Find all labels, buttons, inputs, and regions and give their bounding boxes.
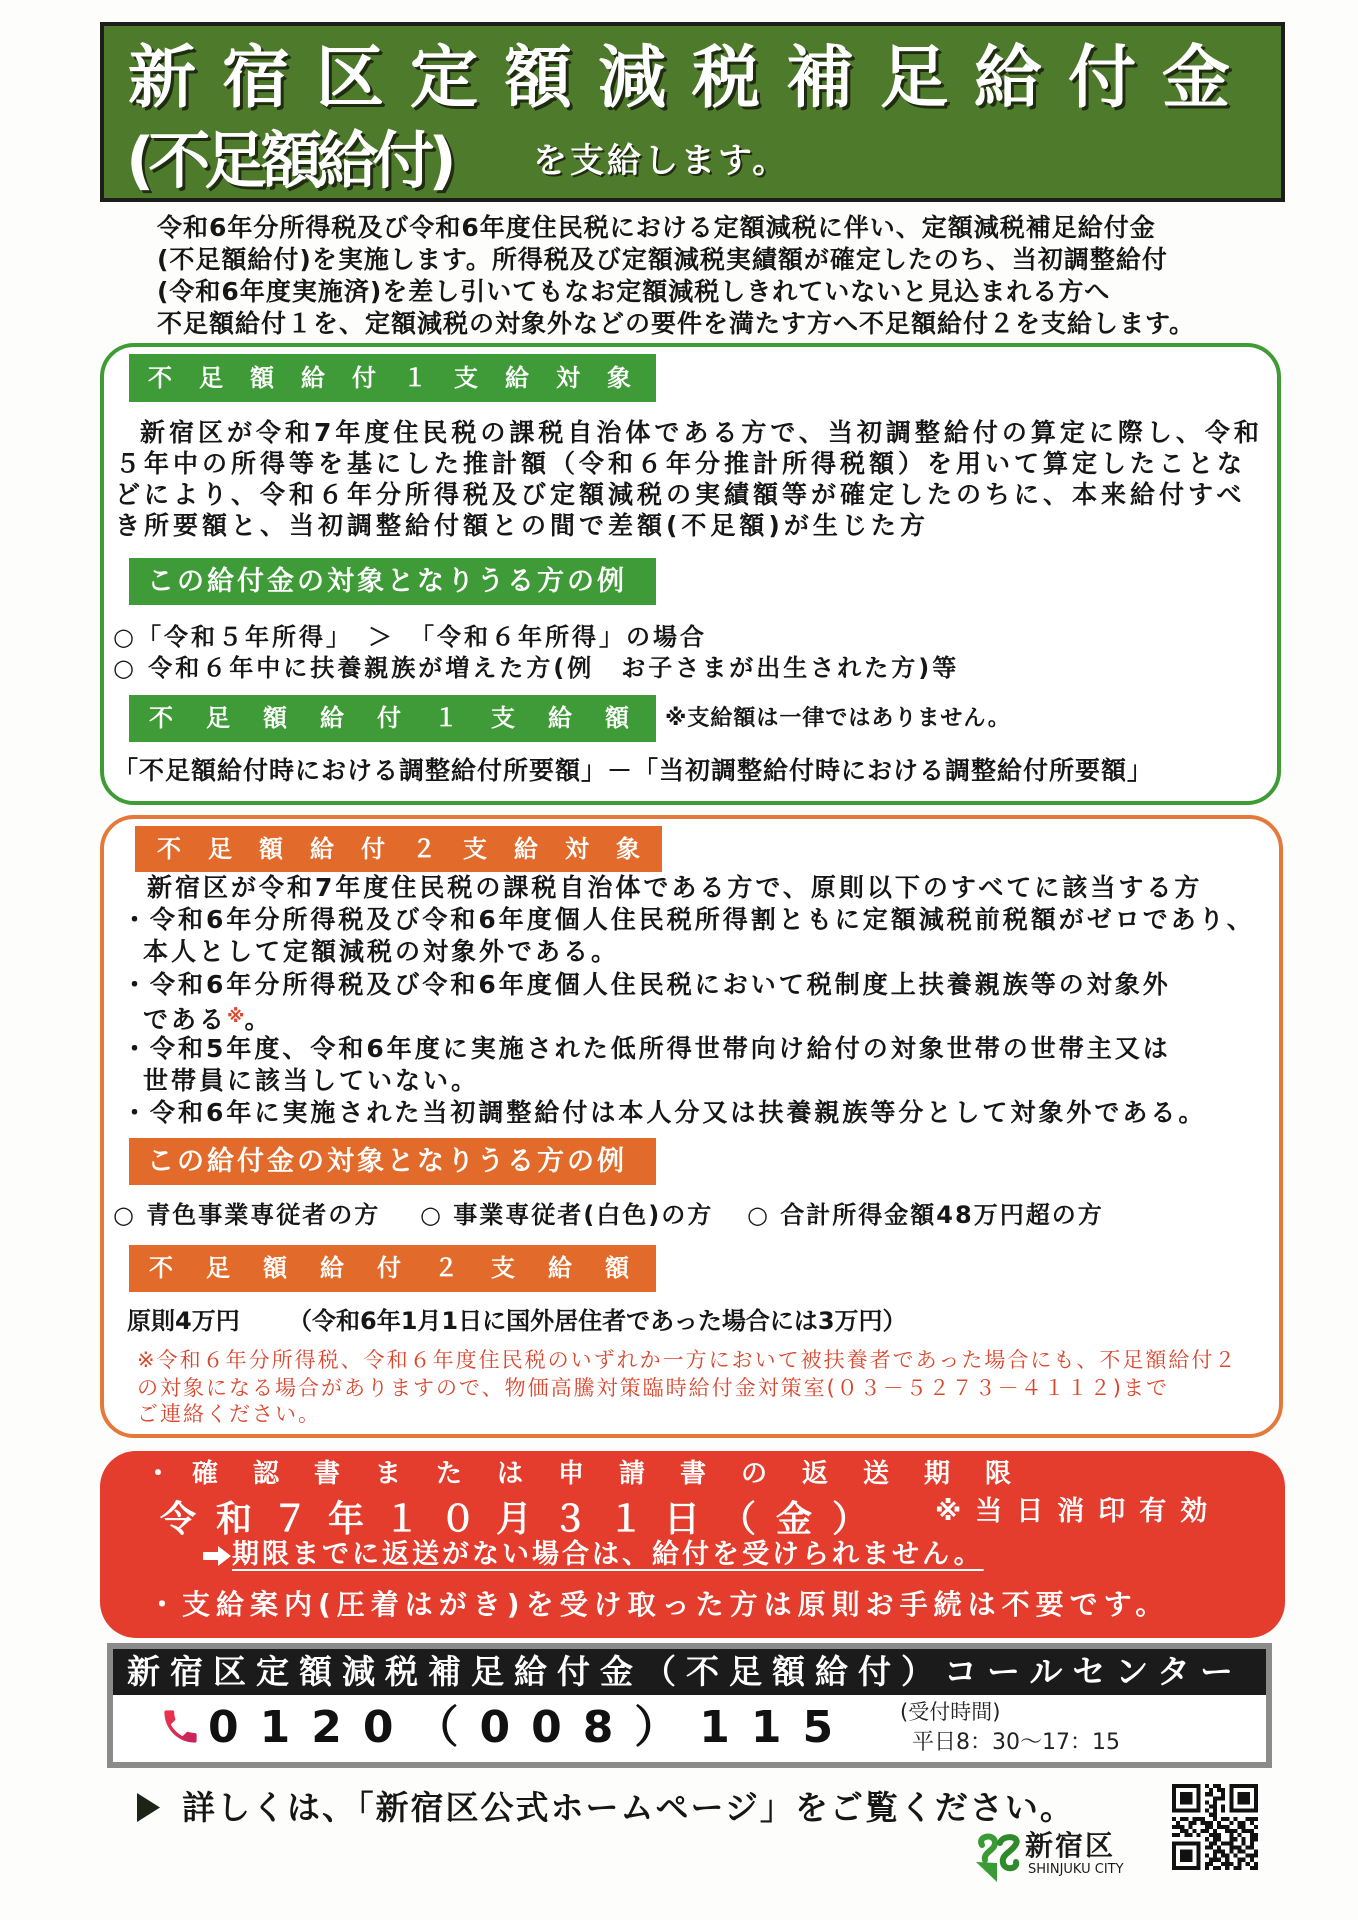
shortfall-2-target-intro: 新宿区が令和7年度住民税の課税自治体である方で、原則以下のすべてに該当する方 <box>147 873 1203 902</box>
arrow-right-icon <box>202 1545 232 1567</box>
title-subtitle-text: を支給します。 <box>533 141 790 181</box>
shortfall-1-amount-header: 不足額給付１支給額 <box>129 695 656 742</box>
logo-english-name: SHINJUKU CITY <box>1028 1862 1124 1877</box>
intro-line: (令和6年度実施済)を差し引いてもなお定額減税しきれていないと見込まれる方へ <box>157 277 1111 306</box>
deadline-warning: 期限までに返送がない場合は、給付を受けられません。 <box>232 1539 984 1570</box>
shortfall-1-amount-formula: 「不足額給付時における調整給付所要額」－「当初調整給付時における調整給付所要額」 <box>113 756 1154 785</box>
shortfall-1-section <box>100 343 1281 805</box>
shortfall-1-example-item: ○ 令和６年中に扶養親族が増えた方(例 お子さまが出生された方)等 <box>113 654 960 682</box>
call-center-title: 新宿区定額減税補足給付金（不足額給付）コールセンター <box>127 1652 1244 1691</box>
shortfall-2-section <box>100 815 1283 1438</box>
shortfall-2-condition-line: 本人として定額減税の対象外である。 <box>143 937 620 966</box>
intro-line: 不足額給付１を、定額減税の対象外などの要件を満たす方へ不足額給付２を支給します。 <box>157 309 1196 338</box>
postmark-note: ※当日消印有効 <box>935 1496 1222 1527</box>
more-info-text: 詳しくは、「新宿区公式ホームページ」をご覧ください。 <box>182 1788 1075 1827</box>
shortfall-1-amount-note: ※支給額は一律ではありません。 <box>665 706 1011 731</box>
intro-line: 令和6年分所得税及び令和6年度住民税における定額減税に伴い、定額減税補足給付金 <box>157 213 1156 242</box>
call-center-phone-number: 0120（008）115 <box>208 1702 855 1753</box>
shortfall-2-note-line: ※令和６年分所得税、令和６年度住民税のいずれか一方において被扶養者であった場合にも、不足額給付２ <box>137 1348 1238 1372</box>
shortfall-2-condition-line: ・令和6年分所得税及び令和6年度個人住民税所得割ともに定額減税前税額がゼロであり、 <box>122 905 1255 934</box>
title-main: 新宿区定額減税補足給付金 <box>128 39 1257 118</box>
reception-hours-label: (受付時間) <box>900 1700 1001 1724</box>
shortfall-2-example-item: ○ 青色事業専従者の方 <box>113 1201 381 1229</box>
shortfall-2-example-item: ○ 合計所得金額48万円超の方 <box>747 1201 1104 1229</box>
shortfall-2-target-header: 不足額給付２支給対象 <box>135 826 662 872</box>
shortfall-1-target-line: 新宿区が令和7年度住民税の課税自治体である方で、当初調整給付の算定に際し、令和 <box>140 418 1263 447</box>
shortfall-1-target-header: 不足額給付１支給対象 <box>129 354 656 402</box>
deadline-heading: 確認書または申請書の返送期限 <box>192 1459 1047 1489</box>
shortfall-1-target-line: ５年中の所得等を基にした推計額（令和６年分推計所得税額）を用いて算定したことな <box>115 449 1247 478</box>
shortfall-2-condition-line: ・令和6年に実施された当初調整給付は本人分又は扶養親族等分として対象外である。 <box>122 1098 1207 1127</box>
title-banner <box>100 22 1285 202</box>
reception-hours: 平日8：30〜17：15 <box>912 1730 1120 1755</box>
footnote-mark: ※ <box>227 1006 245 1027</box>
condition-tail-text: である <box>143 1005 228 1034</box>
shortfall-1-example-item: ○「令和５年所得」 ＞ 「令和６年所得」の場合 <box>113 623 707 651</box>
intro-line: (不足額給付)を実施します。所得税及び定額減税実績額が確定したのち、当初調整給付 <box>157 245 1168 274</box>
phone-icon <box>158 1705 203 1748</box>
shortfall-2-note-line: の対象になる場合がありますので、物価高騰対策臨時給付金対策室(０３－５２７３－４１１２)まで <box>137 1376 1169 1400</box>
shortfall-2-examples-header: この給付金の対象となりうる方の例 <box>129 1138 656 1185</box>
shortfall-2-amount-main: 原則4万円 <box>127 1307 240 1335</box>
logo-name: 新宿区 <box>1025 1829 1116 1862</box>
no-action-note: ・支給案内(圧着はがき)を受け取った方は原則お手続は不要です。 <box>148 1588 1170 1621</box>
shortfall-2-condition-line <box>143 1001 273 1036</box>
deadline-notice <box>100 1451 1285 1638</box>
shortfall-2-condition-line: ・令和6年分所得税及び令和6年度個人住民税において税制度上扶養親族等の対象外 <box>122 970 1171 999</box>
title-subtitle-paren: (不足額給付) <box>126 124 451 197</box>
shortfall-1-target-line: どにより、令和６年分所得税及び定額減税の実績額等が確定したのちに、本来給付すべ <box>115 480 1246 509</box>
deadline-heading-bullet: ・ <box>145 1459 172 1489</box>
shortfall-2-example-item: ○ 事業専従者(白色)の方 <box>420 1201 714 1229</box>
shortfall-2-condition-line: ・令和5年度、令和6年度に実施された低所得世帯向け給付の対象世帯の世帯主又は <box>122 1034 1171 1063</box>
shortfall-2-amount-header: 不足額給付２支給額 <box>129 1245 656 1292</box>
call-center-header-bar <box>113 1649 1266 1695</box>
deadline-date: 令和７年１０月３１日（金） <box>160 1499 889 1540</box>
shortfall-1-target-line: き所要額と、当初調整給付額との間で差額(不足額)が生じた方 <box>115 511 929 540</box>
shortfall-2-amount-sub: （令和6年1月1日に国外居住者であった場合には3万円） <box>288 1307 907 1335</box>
shortfall-2-note-line: ご連絡ください。 <box>137 1402 321 1426</box>
shortfall-1-examples-header: この給付金の対象となりうる方の例 <box>129 558 656 605</box>
shinjuku-city-emblem-icon <box>973 1832 1023 1882</box>
qr-code-icon <box>1172 1783 1258 1871</box>
condition-tail-end: 。 <box>244 1005 273 1034</box>
play-triangle-icon <box>137 1793 160 1822</box>
call-center-box <box>107 1643 1272 1768</box>
shortfall-2-condition-line: 世帯員に該当していない。 <box>143 1066 480 1095</box>
